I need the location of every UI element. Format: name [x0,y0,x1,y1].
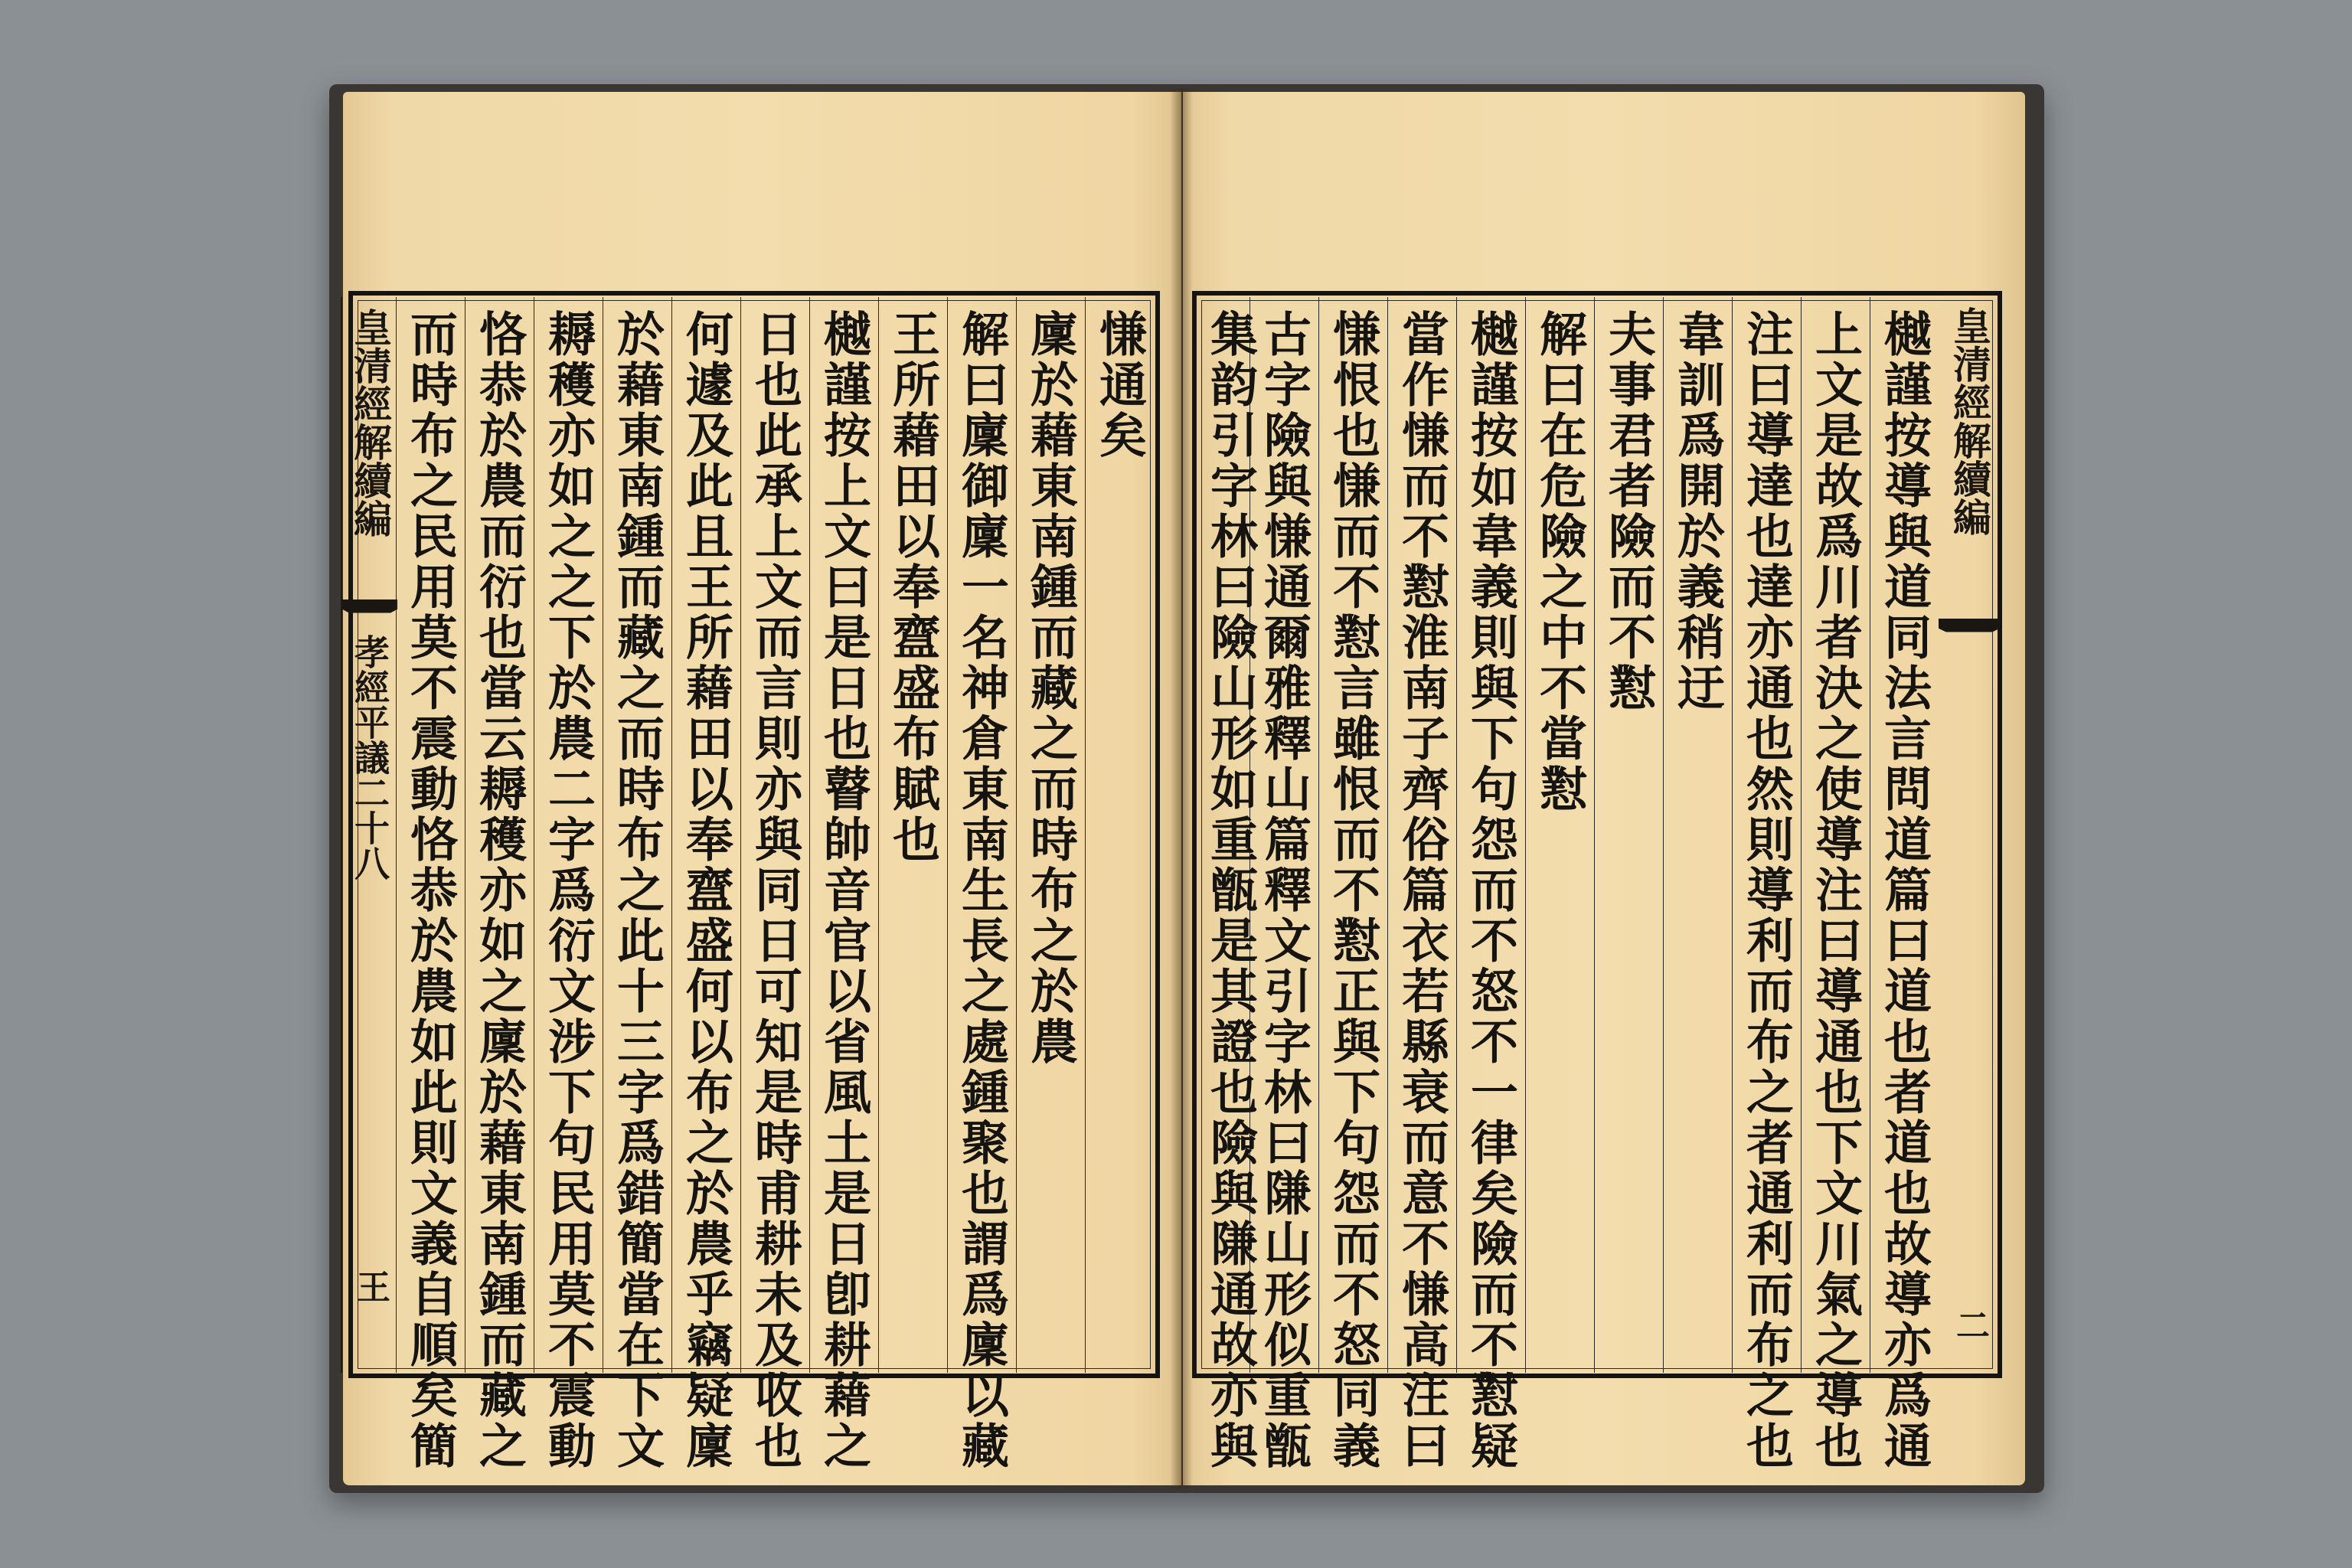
column-text: 解曰廩御廩一名神倉東南生長之處鍾聚也謂爲廩以藏 [953,309,1010,1472]
book-gutter [1170,88,1193,1489]
column-text: 日也此承上文而言則亦與同日可知是時甫耕未及收也 [746,309,803,1472]
left-column-11 [396,297,463,1472]
column-text: 耨穫亦如之之下於農二字爲衍文涉下句民用莫不震動 [540,309,596,1472]
column-text: 上文是故爲川者決之使導注曰導通也下文川氣之導也 [1807,309,1864,1472]
left-column-8 [603,297,670,1472]
banxin-book-title: 皇清經解續編 [348,308,393,537]
column-text: 樾謹按上文曰是日也瞽帥音官以省風土是日卽耕藉之 [815,309,872,1472]
left-column-10 [465,297,532,1472]
column-text: 夫事君者險而不懟 [1600,309,1657,714]
right-column-4 [1663,297,1730,1373]
column-text: 集韵引字林曰險山形如重甑是其證也險與隒通故亦與 [1202,309,1259,1472]
column-text: 慊恨也慊而不懟言雖恨而不懟正與下句怨而不怒同義 [1325,309,1381,1472]
right-column-8 [1387,297,1455,1472]
banxin-book-title: 皇清經解續編 [1947,306,1992,536]
left-page-banxin [341,297,397,1373]
left-column-2 [1016,297,1083,1373]
left-column-9 [534,297,601,1472]
column-text: 慊通矣 [1091,309,1148,461]
column-text: 於藉東南鍾而藏之而時布之此十三字爲錯簡當在下文 [609,309,665,1472]
column-text: 廩於藉東南鍾而藏之而時布之於農 [1022,309,1079,1067]
column-text: 古字險與慊通爾雅釋山篇釋文引字林曰隒山形似重甑 [1256,309,1312,1472]
column-text: 恪恭於農而衍也當云耨穫亦如之廩於藉東南鍾而藏之 [471,309,528,1472]
right-column-1 [1870,297,1937,1472]
column-text: 王所藉田以奉齍盛布賦也 [884,309,941,865]
right-column-2 [1801,297,1868,1472]
column-text: 韋訓爲開於義稍迂 [1669,309,1726,714]
column-text: 而時布之民用莫不震動恪恭於農如此則文義自順矣簡 [402,309,459,1472]
left-column-3 [947,297,1014,1472]
banxin-page-number: 二 [1950,1308,1989,1341]
left-column-5 [809,297,877,1472]
right-column-7 [1456,297,1524,1472]
column-text: 樾謹按導與道同法言問道篇曰道也者道也故導亦爲通 [1876,309,1932,1472]
right-column-3 [1732,297,1799,1472]
right-column-11 [1196,297,1263,1472]
fishtail-mark [342,599,397,624]
banxin-bottom-mark: 王 [351,1269,390,1303]
right-page-banxin [1939,297,2000,1373]
column-text: 樾謹按如韋義則與下句怨而不怒不一律矣險而不懟疑 [1462,309,1519,1472]
fishtail-mark [1939,619,2000,643]
column-text: 解曰在危險之中不當懟 [1531,309,1588,815]
left-column-4 [878,297,946,1373]
left-column-1 [1085,297,1152,1373]
column-text: 注曰導達也達亦通也然則導利而布之者通利而布之也 [1738,309,1795,1472]
left-column-6 [740,297,808,1472]
left-column-7 [671,297,739,1472]
column-text: 何遽及此且王所藉田以奉齍盛何以布之於農乎竊疑廩 [678,309,734,1472]
right-column-5 [1594,297,1661,1373]
right-column-6 [1525,297,1592,1373]
right-column-9 [1318,297,1386,1472]
column-text: 當作慊而不懟淮南子齊俗篇衣若縣衰而意不慊高注曰 [1393,309,1450,1472]
banxin-chapter-title: 孝經平議二十八 [349,634,390,880]
